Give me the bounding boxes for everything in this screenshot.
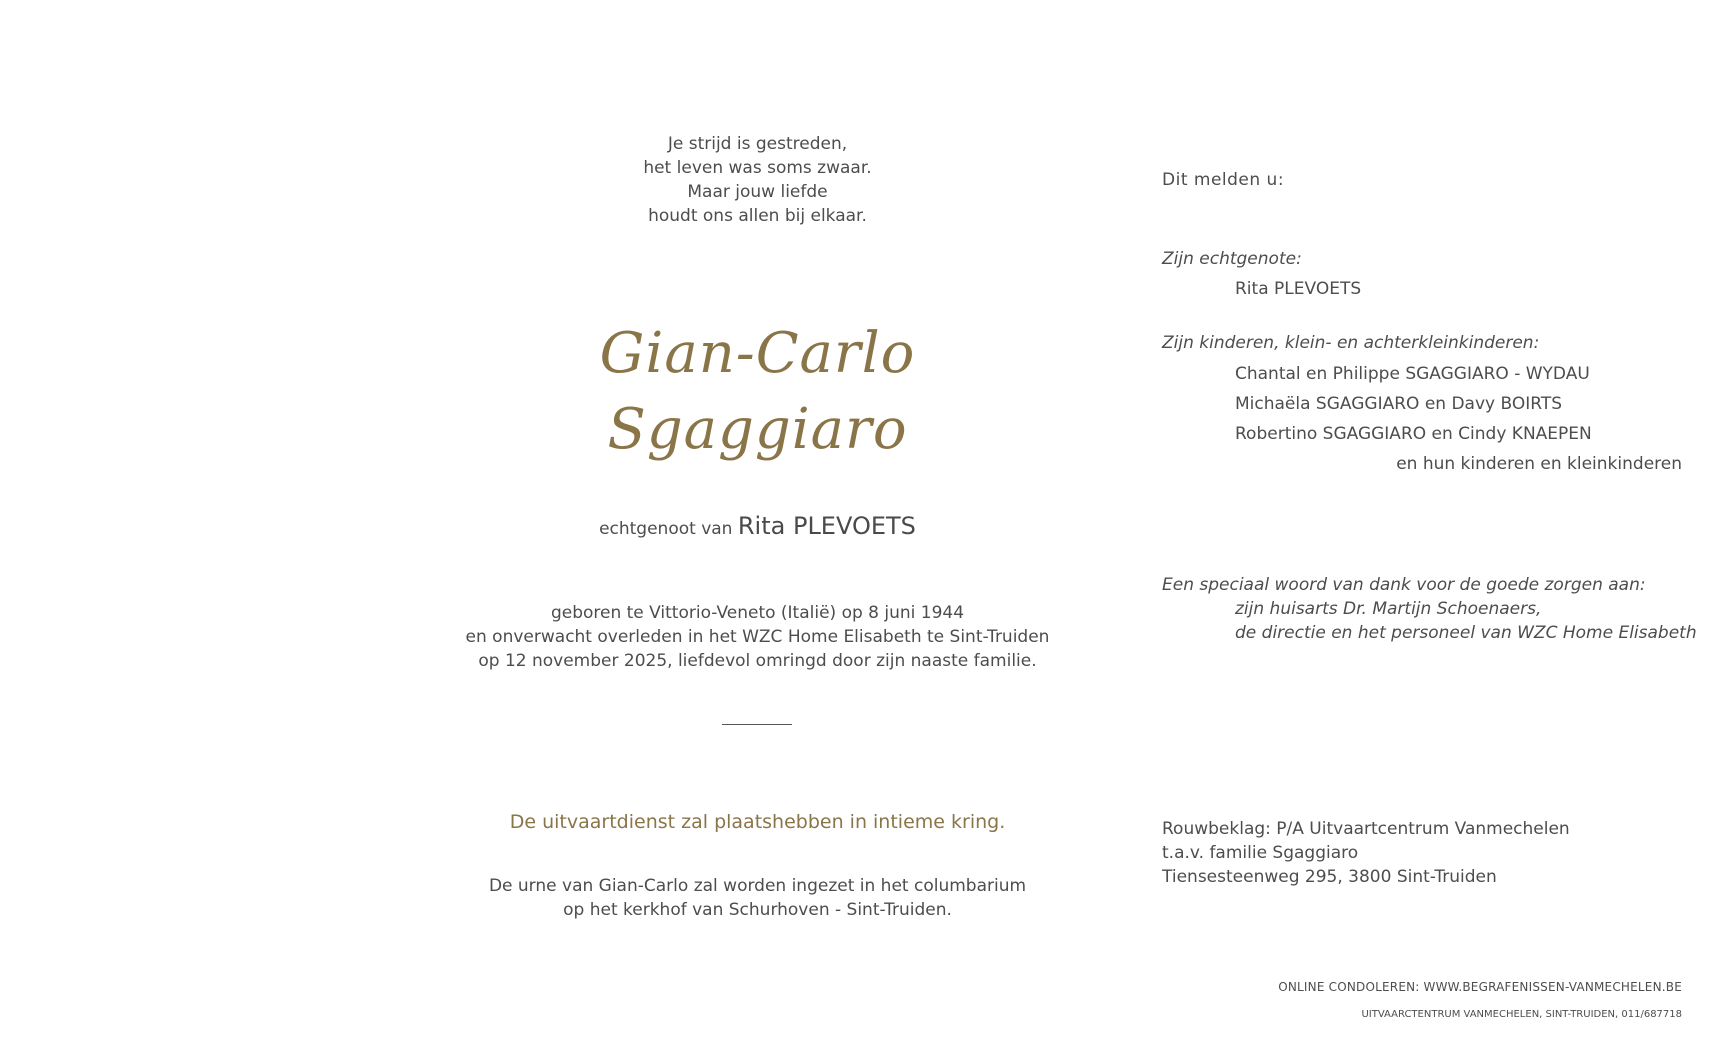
online-condolences-link[interactable]: ONLINE CONDOLEREN: WWW.BEGRAFENISSEN-VANMECHELEN.BE (1278, 980, 1682, 994)
poem-line: Maar jouw liefde (687, 182, 828, 202)
family-member: Chantal en Philippe SGAGGIARO - WYDAU (1235, 364, 1590, 384)
urn-notice (400, 874, 1115, 922)
poem (400, 132, 1115, 228)
poem-line: Je strijd is gestreden, (667, 134, 848, 154)
thanks-line: de directie en het personeel van WZC Home Elisabeth (1235, 623, 1697, 643)
birth-death-info (400, 601, 1115, 673)
poem-line: houdt ons allen bij elkaar. (648, 206, 867, 226)
thanks-line: zijn huisarts Dr. Martijn Schoenaers, (1235, 599, 1542, 619)
urn-line: De urne van Gian-Carlo zal worden ingezet in het columbarium (488, 876, 1027, 896)
ceremony-notice: De uitvaartdienst zal plaatshebben in intieme kring. (509, 811, 1006, 833)
poem-line: het leven was soms zwaar. (643, 158, 872, 178)
death-date-line: op 12 november 2025, liefdevol omringd door zijn naaste familie. (478, 651, 1037, 671)
family-member: Michaëla SGAGGIARO en Davy BOIRTS (1235, 394, 1562, 414)
spouse-name: Rita PLEVOETS (737, 512, 916, 540)
announcement: Dit melden u: (1162, 170, 1285, 190)
deceased-first-name: Gian-Carlo (599, 321, 916, 386)
divider (722, 724, 792, 725)
condolence-address-line: Tiensesteenweg 295, 3800 Sint-Truiden (1162, 867, 1497, 887)
spouse-line (400, 512, 1115, 540)
spouse-heading: Zijn echtgenote: (1162, 249, 1302, 269)
spouse-prefix: echtgenoot van (599, 519, 733, 539)
family-member: Robertino SGAGGIARO en Cindy KNAEPEN (1235, 424, 1592, 444)
spouse-section-name: Rita PLEVOETS (1235, 279, 1362, 299)
condolence-address-line: t.a.v. familie Sgaggiaro (1162, 843, 1359, 863)
death-line: en onverwacht overleden in het WZC Home Elisabeth te Sint-Truiden (465, 627, 1050, 647)
deceased-name (400, 316, 1115, 468)
birth-line: geboren te Vittorio-Veneto (Italië) op 8 juni 1944 (550, 603, 965, 623)
grandchildren-line: en hun kinderen en kleinkinderen (1396, 454, 1682, 474)
urn-line: op het kerkhof van Schurhoven - Sint-Truiden. (563, 900, 952, 920)
condolence-address-line: Rouwbeklag: P/A Uitvaartcentrum Vanmechelen (1162, 819, 1570, 839)
funeral-home-info: UITVAARCTENTRUM VANMECHELEN, SINT-TRUIDEN, 011/687718 (1361, 1009, 1682, 1020)
children-heading: Zijn kinderen, klein- en achterkleinkinderen: (1162, 333, 1540, 353)
thanks-heading: Een speciaal woord van dank voor de goede zorgen aan: (1162, 575, 1646, 595)
deceased-last-name: Sgaggiaro (607, 397, 908, 462)
